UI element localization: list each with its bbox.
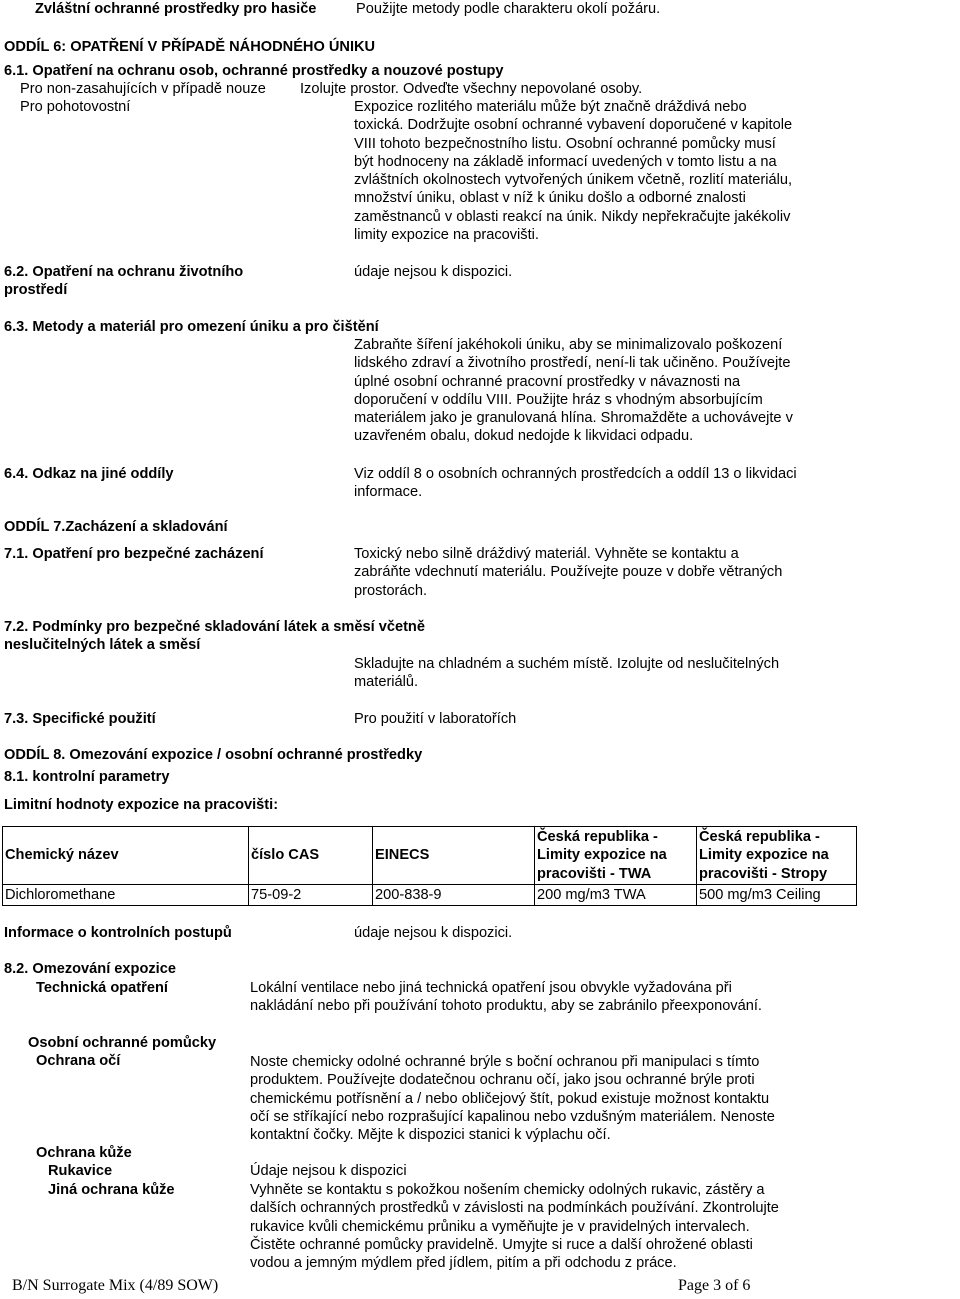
section-8-2-heading: 8.2. Omezování expozice: [4, 961, 176, 977]
text-line: rukavice kvůli chemickému průniku a vyměňujte je v pravidelných intervalech.: [250, 1218, 750, 1235]
text-line: Expozice rozlitého materiálu může být značně dráždivá nebo: [354, 99, 747, 115]
section-6-2-heading-line1: 6.2. Opatření na ochranu životního: [4, 264, 244, 280]
text-line: doporučení v oddílu VIII. Použijte hráz s vhodným absorbujícím: [354, 391, 763, 408]
section-6-heading: ODDÍL 6: OPATŘENÍ V PŘÍPADĚ NÁHODNÉHO ÚNIKU: [4, 39, 376, 55]
text-line: Lokální ventilace nebo jiná technická opatření jsou obvykle vyžadována při: [250, 980, 732, 996]
text-line: Viz oddíl 8 o osobních ochranných prostředcích a oddíl 13 o likvidaci: [354, 466, 797, 482]
section-7-3-heading: 7.3. Specifické použití: [4, 711, 156, 727]
text-line: lidského zdraví a životního prostředí, není-li tak učiněno. Používejte: [354, 355, 791, 372]
eye-protection-text: [250, 1053, 850, 1144]
section-6-2-heading-line2: prostředí: [4, 282, 68, 298]
text-line: materiálem jako je granulovaná hlína. Shromažděte a uchovávejte v: [354, 410, 793, 427]
table-row: [3, 884, 857, 905]
text-line: množství úniku, oblast v níž k úniku došlo a odborné znalosti: [354, 190, 746, 207]
text-line: chemickému potřísnění a / nebo obličejový štít, pokud existuje možnost kontaktu: [250, 1090, 770, 1107]
section-7-3-value: Pro použití v laboratořích: [354, 711, 517, 727]
eye-protection-label: Ochrana očí: [36, 1053, 121, 1069]
text-line: být hodnoceny na základě informací uvedených v tomto listu a na: [354, 153, 777, 170]
column-header: EINECS: [373, 827, 535, 885]
column-header: Chemický název: [3, 827, 249, 885]
monitoring-value: údaje nejsou k dispozici.: [354, 925, 513, 941]
technical-measures-text: [250, 979, 850, 1016]
text-line: nakládání nebo při používání tohoto produktu, aby se zabránilo přeexponování.: [250, 998, 762, 1015]
text-line: dalších ochranných prostředků v závislosti na podmínkách používání. Zkontrolujte: [250, 1200, 779, 1217]
column-header: číslo CAS: [249, 827, 373, 885]
column-header: Česká republika - Limity expozice na pracovišti - TWA: [535, 827, 697, 885]
text-line: Noste chemicky odolné ochranné brýle s boční ochranou při manipulaci s tímto: [250, 1054, 760, 1070]
table-cell: 200 mg/m3 TWA: [535, 884, 697, 905]
section-6-3-heading: 6.3. Metody a materiál pro omezení úniku a pro čištění: [4, 319, 379, 335]
section-8-1-heading: 8.1. kontrolní parametry: [4, 769, 170, 785]
section-7-2-text: [354, 655, 854, 692]
text-line: zabráňte vdechnutí materiálu. Používejte pouze v dobře větraných: [354, 564, 783, 581]
footer-page-number: Page 3 of 6: [678, 1277, 751, 1294]
table-header-row: [3, 827, 857, 885]
column-header: Česká republika - Limity expozice na pracovišti - Stropy: [697, 827, 857, 885]
ppe-label: Osobní ochranné pomůcky: [28, 1035, 217, 1051]
text-line: produktem. Používejte dodatečnou ochranu očí, jako jsou ochranné brýle proti: [250, 1072, 755, 1089]
text-line: toxická. Dodržujte osobní ochranné vybavení doporučené v kapitole: [354, 117, 793, 134]
text-line: vodou a jemným mýdlem před jídlem, pitím a při odchodu z práce.: [250, 1255, 677, 1272]
text-line: zvláštních okolnostech vytvořených únikem včetně, rozlití materiálu,: [354, 172, 793, 189]
other-skin-protection-label: Jiná ochrana kůže: [48, 1182, 175, 1198]
firefighters-value: Použijte metody podle charakteru okolí požáru.: [356, 1, 661, 17]
text-line: očí se stříkající nebo rozprašující kapalinou nebo vzdušným materiálem. Nenoste: [250, 1108, 775, 1125]
text-line: informace.: [354, 484, 423, 501]
table-cell: 200-838-9: [373, 884, 535, 905]
gloves-value: Údaje nejsou k dispozici: [250, 1163, 407, 1179]
firefighters-label: Zvláštní ochranné prostředky pro hasiče: [35, 1, 317, 17]
section-7-1-heading: 7.1. Opatření pro bezpečné zacházení: [4, 546, 264, 562]
section-6-4-text: [354, 465, 854, 502]
text-line: limity expozice na pracovišti.: [354, 227, 539, 244]
section-6-4-heading: 6.4. Odkaz na jiné oddíly: [4, 466, 174, 482]
other-skin-protection-text: [250, 1181, 850, 1272]
text-line: Čistěte ochranné pomůcky pravidelně. Umyjte si ruce a další ohrožené oblasti: [250, 1236, 753, 1253]
section-7-2-heading-line2: neslučitelných látek a směsí: [4, 637, 201, 653]
monitoring-label: Informace o kontrolních postupů: [4, 925, 232, 941]
section-7-heading: ODDÍL 7.Zacházení a skladování: [4, 519, 228, 535]
text-line: kontaktní čočky. Mějte k dispozici stanici k výplachu očí.: [250, 1127, 611, 1144]
non-emergency-label: Pro non-zasahujících v případě nouze: [20, 81, 266, 97]
table-cell: Dichloromethane: [3, 884, 249, 905]
table-cell: 75-09-2: [249, 884, 373, 905]
table-cell: 500 mg/m3 Ceiling: [697, 884, 857, 905]
gloves-label: Rukavice: [48, 1163, 113, 1179]
emergency-text: [354, 98, 854, 244]
section-6-2-value: údaje nejsou k dispozici.: [354, 264, 513, 280]
skin-protection-label: Ochrana kůže: [36, 1145, 132, 1161]
section-7-2-heading-line1: 7.2. Podmínky pro bezpečné skladování látek a směsí včetně: [4, 619, 425, 635]
technical-measures-label: Technická opatření: [36, 980, 168, 996]
text-line: prostorách.: [354, 582, 428, 599]
text-line: Vyhněte se kontaktu s pokožkou nošením chemicky odolných rukavic, zástěry a: [250, 1182, 765, 1198]
limits-heading: Limitní hodnoty expozice na pracovišti:: [4, 797, 279, 813]
section-7-1-text: [354, 545, 854, 600]
text-line: Skladujte na chladném a suchém místě. Izolujte od neslučitelných: [354, 656, 780, 672]
text-line: uzavřeném obalu, dokud nedojde k likvidaci odpadu.: [354, 428, 694, 445]
text-line: Toxický nebo silně dráždivý materiál. Vyhněte se kontaktu a: [354, 546, 739, 562]
emergency-label: Pro pohotovostní: [20, 99, 131, 115]
text-line: materiálů.: [354, 674, 419, 691]
text-line: VIII tohoto bezpečnostního listu. Osobní ochranné pomůcky musí: [354, 135, 776, 152]
text-line: Zabraňte šíření jakéhokoli úniku, aby se minimalizovalo poškození: [354, 337, 783, 353]
text-line: úplné osobní ochranné pracovní prostředky v návaznosti na: [354, 373, 741, 390]
section-8-heading: ODDÍL 8. Omezování expozice / osobní ochranné prostředky: [4, 747, 423, 763]
text-line: zaměstnanců v oblasti reakcí na únik. Nikdy nepřekračujte jakékoliv: [354, 208, 791, 225]
footer-product-name: B/N Surrogate Mix (4/89 SOW): [12, 1277, 219, 1294]
section-6-1-heading: 6.1. Opatření na ochranu osob, ochranné prostředky a nouzové postupy: [4, 63, 504, 79]
non-emergency-value: Izolujte prostor. Odveďte všechny nepovolané osoby.: [300, 81, 643, 97]
exposure-limits-table: [2, 826, 857, 906]
section-6-3-text: [354, 336, 854, 446]
